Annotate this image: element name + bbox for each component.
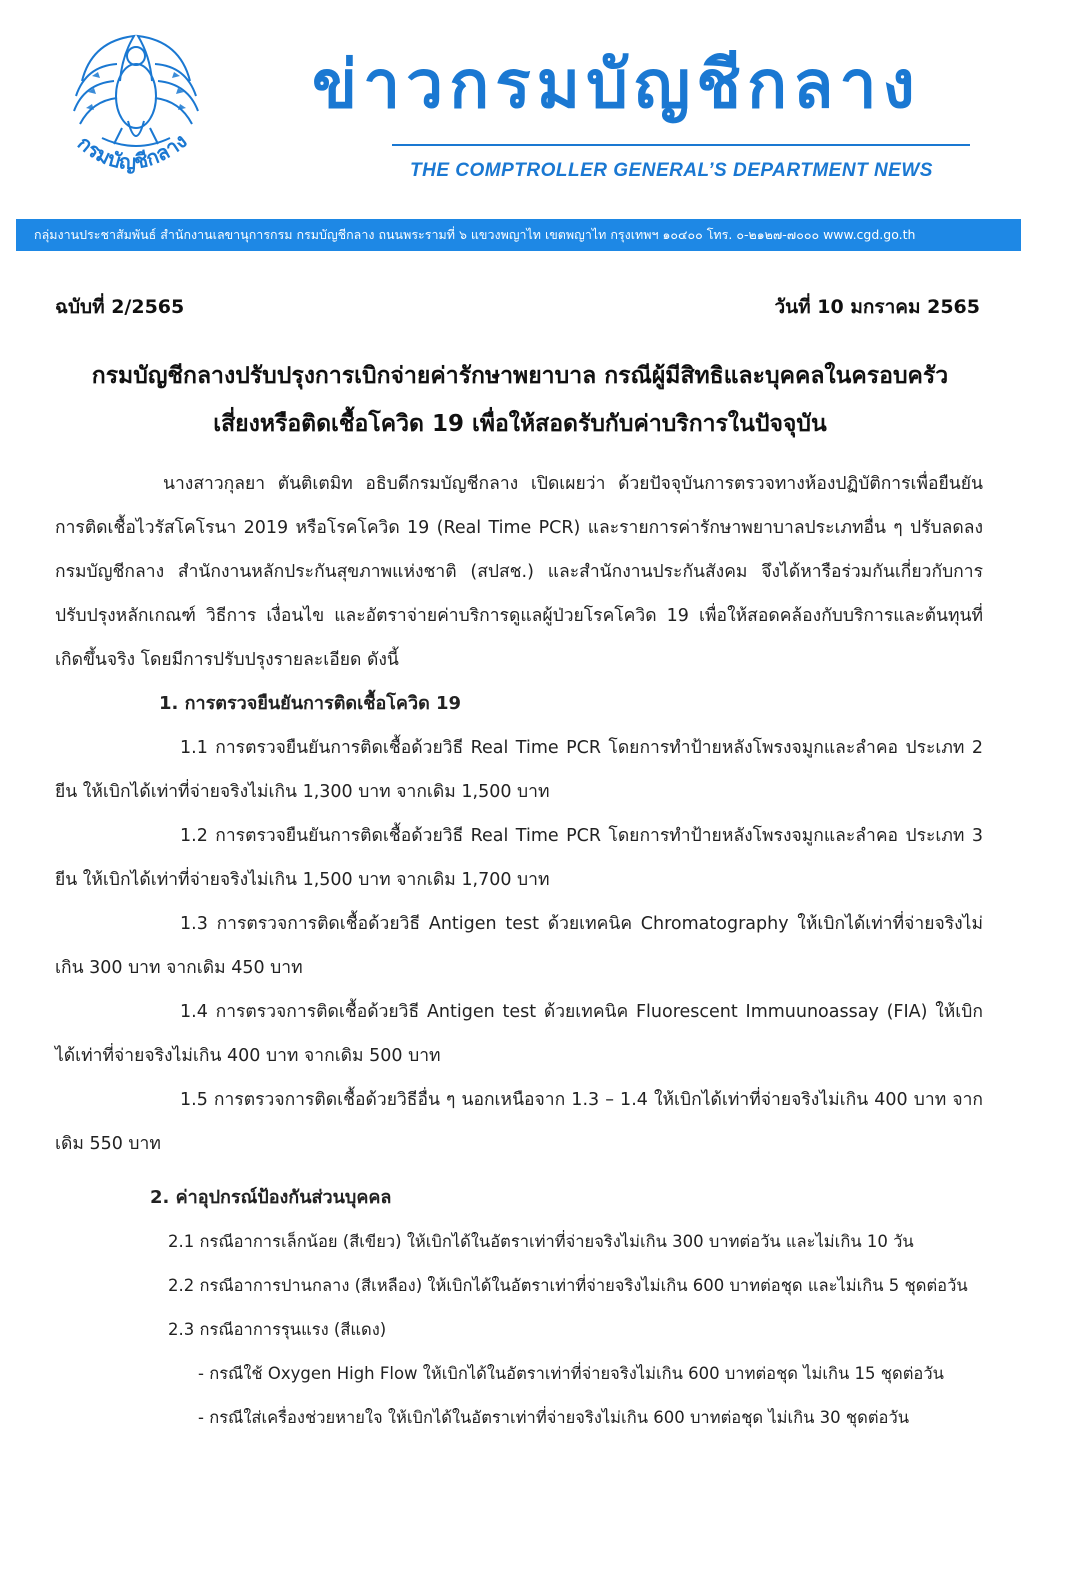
masthead-divider: [392, 144, 970, 146]
section-2-item: 2.3 กรณีอาการรุนแรง (สีแดง): [168, 1320, 387, 1339]
section-2-3-item: - กรณีใส่เครื่องช่วยหายใจ ให้เบิกได้ในอัตราเท่าที่จ่ายจริงไม่เกิน 600 บาทต่อชุด ไม่เกิน 30 ชุดต่อวัน: [198, 1408, 910, 1427]
section-2-3-item: - กรณีใช้ Oxygen High Flow ให้เบิกได้ในอัตราเท่าที่จ่ายจริงไม่เกิน 600 บาทต่อชุด ไม่เกิน 15 ชุดต่อวัน: [198, 1364, 944, 1383]
section-1-item: 1.2 การตรวจยืนยันการติดเชื้อด้วยวิธี Real Time PCR โดยการทำป้ายหลังโพรงจมูกและลำคอ ประเภท 3 ยีน ให้เบิกได้เท่าที่จ่ายจริงไม่เกิน 1,500 บาท จากเดิม 1,700 บาท: [55, 826, 983, 890]
svg-text:กรมบัญชีกลาง: กรมบัญชีกลาง: [73, 128, 192, 174]
section-2-item: 2.2 กรณีอาการปานกลาง (สีเหลือง) ให้เบิกได้ในอัตราเท่าที่จ่ายจริงไม่เกิน 600 บาทต่อชุด และไม่เกิน 5 ชุดต่อวัน: [168, 1276, 968, 1295]
headline-line-2: เสี่ยงหรือติดเชื้อโควิด 19 เพื่อให้สอดรับกับค่าบริการในปัจจุบัน: [213, 411, 827, 437]
section-1-item: 1.4 การตรวจการติดเชื้อด้วยวิธี Antigen test ด้วยเทคนิค Fluorescent Immuunoassay (FIA) ให้เบิกได้เท่าที่จ่ายจริงไม่เกิน 400 บาท จากเดิม 500 บาท: [55, 1002, 983, 1066]
garuda-emblem-icon: [62, 26, 212, 196]
section-1-title: 1. การตรวจยืนยันการติดเชื้อโควิด 19: [159, 693, 462, 714]
contact-bar: กลุ่มงานประชาสัมพันธ์ สำนักงานเลขานุการกรม กรมบัญชีกลาง ถนนพระรามที่ ๖ แขวงพญาไท เขตพญาไท กรุงเทพฯ ๑๐๔๐๐ โทร. ๐-๒๑๒๗-๗๐๐๐ www.cgd.go.th: [16, 219, 1021, 251]
department-logo: [62, 26, 212, 196]
article-body: [55, 462, 983, 1440]
issue-number: ฉบับที่ 2/2565: [55, 296, 185, 318]
headline: [40, 352, 1000, 448]
section-2-title: 2. ค่าอุปกรณ์ป้องกันส่วนบุคคล: [150, 1187, 392, 1208]
section-1-item: 1.1 การตรวจยืนยันการติดเชื้อด้วยวิธี Real Time PCR โดยการทำป้ายหลังโพรงจมูกและลำคอ ประเภท 2 ยีน ให้เบิกได้เท่าที่จ่ายจริงไม่เกิน 1,300 บาท จากเดิม 1,500 บาท: [55, 738, 983, 802]
intro-paragraph: นางสาวกุลยา ตันติเตมิท อธิบดีกรมบัญชีกลาง เปิดเผยว่า ด้วยปัจจุบันการตรวจทางห้องปฏิบัติการเพื่อยืนยันการติดเชื้อไวรัสโคโรนา 2019 หรือโรคโควิด 19 (Real Time PCR) และรายการค่ารักษาพยาบาลประเภทอื่น ๆ ปรับลดลง กรมบัญชีกลาง สำนักงานหลักประกันสุขภาพแห่งชาติ (สปสช.) และสำนักงานประกันสังคม จึงได้หารือร่วมกันเกี่ยวกับการปรับปรุงหลักเกณฑ์ วิธีการ เงื่อนไข และอัตราจ่ายค่าบริการดูแลผู้ป่วยโรคโควิด 19 เพื่อให้สอดคล้องกับบริการและต้นทุนที่เกิดขึ้นจริง โดยมีการปรับปรุงรายละเอียด ดังนี้: [55, 474, 983, 670]
section-1-item: 1.5 การตรวจการติดเชื้อด้วยวิธีอื่น ๆ นอกเหนือจาก 1.3 – 1.4 ให้เบิกได้เท่าที่จ่ายจริงไม่เกิน 400 บาท จากเดิม 550 บาท: [55, 1090, 983, 1154]
masthead-subtitle: THE COMPTROLLER GENERAL’S DEPARTMENT NEWS: [410, 160, 933, 181]
headline-line-1: กรมบัญชีกลางปรับปรุงการเบิกจ่ายค่ารักษาพยาบาล กรณีผู้มีสิทธิและบุคคลในครอบครัว: [91, 363, 949, 389]
issue-date: วันที่ 10 มกราคม 2565: [774, 296, 980, 318]
section-2-item: 2.1 กรณีอาการเล็กน้อย (สีเขียว) ให้เบิกได้ในอัตราเท่าที่จ่ายจริงไม่เกิน 300 บาทต่อวัน และไม่เกิน 10 วัน: [168, 1232, 914, 1251]
section-1-item: 1.3 การตรวจการติดเชื้อด้วยวิธี Antigen test ด้วยเทคนิค Chromatography ให้เบิกได้เท่าที่จ่ายจริงไม่เกิน 300 บาท จากเดิม 450 บาท: [55, 914, 983, 978]
masthead-title: ข่าวกรมบัญชีกลาง: [312, 46, 921, 123]
